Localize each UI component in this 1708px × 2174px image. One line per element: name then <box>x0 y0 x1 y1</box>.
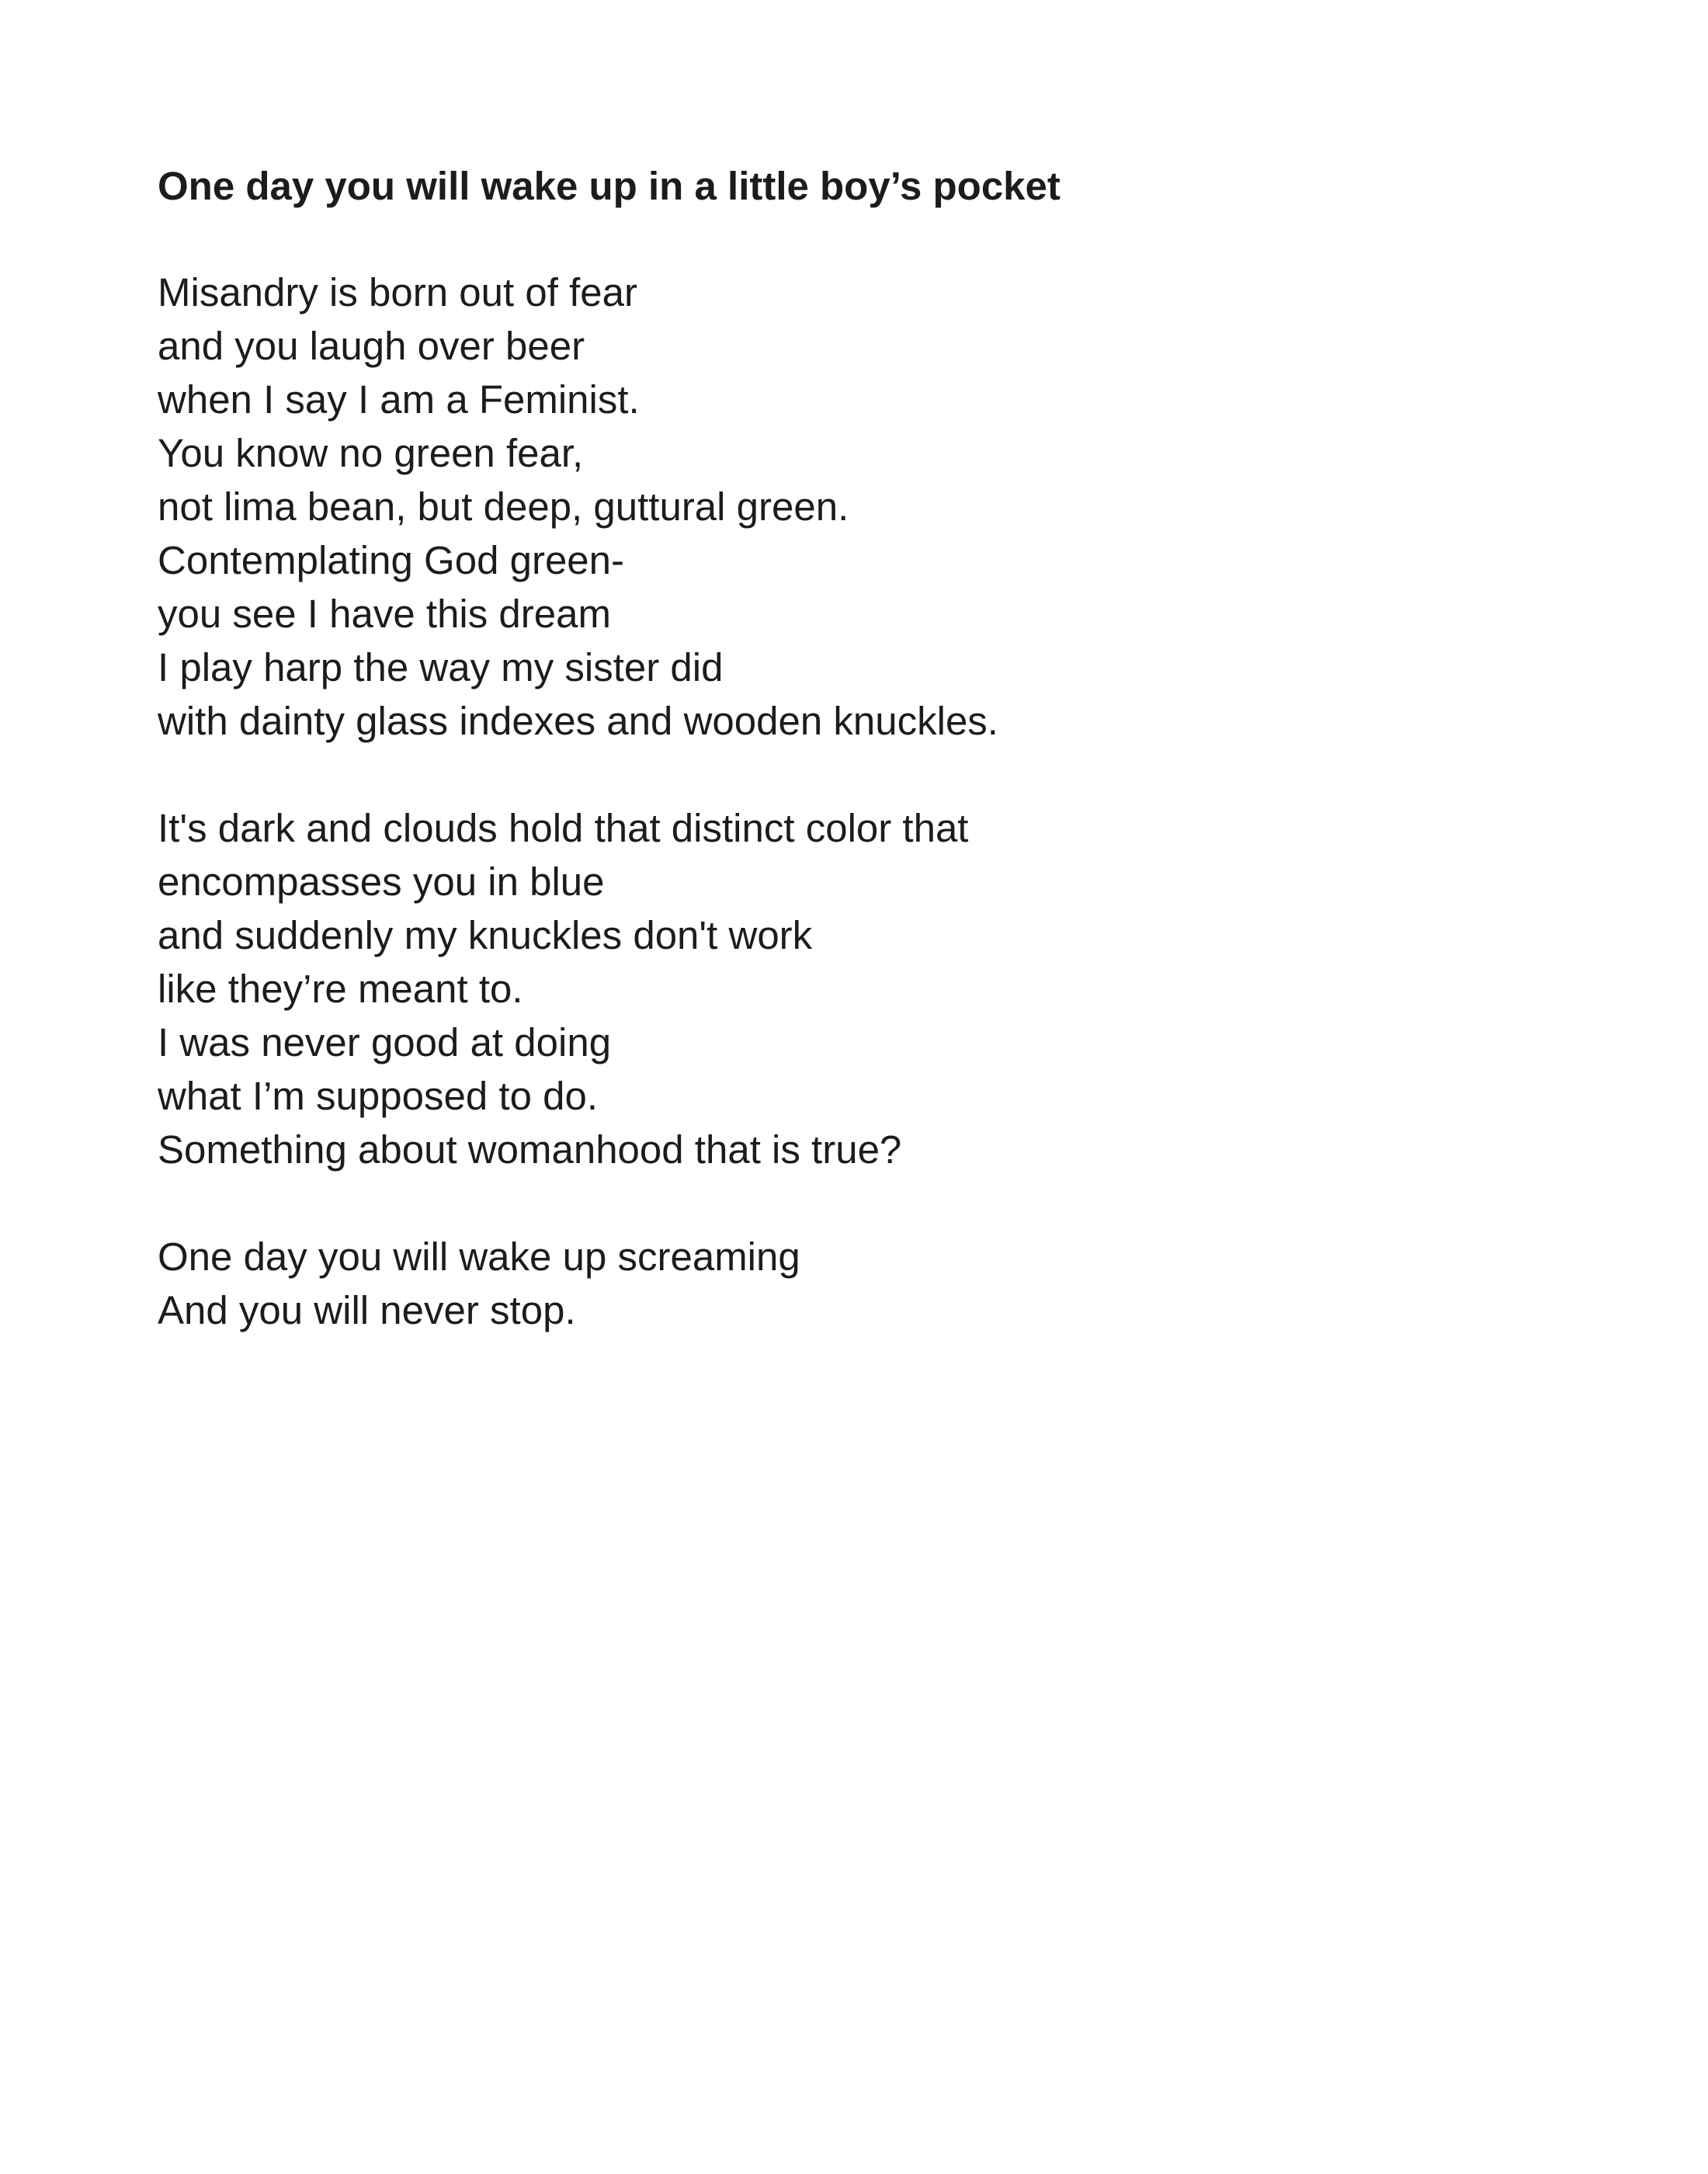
poem-line: Contemplating God green- <box>158 538 625 582</box>
poem-line: like they’re meant to. <box>158 967 523 1011</box>
poem-line: Something about womanhood that is true? <box>158 1127 902 1172</box>
poem-line: when I say I am a Feminist. <box>158 377 640 422</box>
poem-line: and suddenly my knuckles don't work <box>158 913 813 957</box>
poem-line: and you laugh over beer <box>158 324 585 368</box>
poem-line: what I’m supposed to do. <box>158 1074 599 1118</box>
poem-line: I play harp the way my sister did <box>158 645 724 689</box>
stanza-2 <box>158 801 1555 1176</box>
poem-line: I was never good at doing <box>158 1020 612 1064</box>
poem-line: You know no green fear, <box>158 431 584 475</box>
poem-line: not lima bean, but deep, guttural green. <box>158 484 849 529</box>
poem-line: with dainty glass indexes and wooden knuckles. <box>158 699 998 743</box>
stanza-3 <box>158 1230 1555 1337</box>
poem-line: you see I have this dream <box>158 592 611 636</box>
stanza-1 <box>158 266 1555 748</box>
poem-line: One day you will wake up screaming <box>158 1235 800 1279</box>
poem <box>158 159 1555 1391</box>
poem-line: It's dark and clouds hold that distinct color that <box>158 806 969 850</box>
poem-line: And you will never stop. <box>158 1288 576 1332</box>
poem-title: One day you will wake up in a little boy’s pocket <box>158 164 1061 208</box>
poem-line: Misandry is born out of fear <box>158 270 637 314</box>
poem-line: encompasses you in blue <box>158 860 605 904</box>
